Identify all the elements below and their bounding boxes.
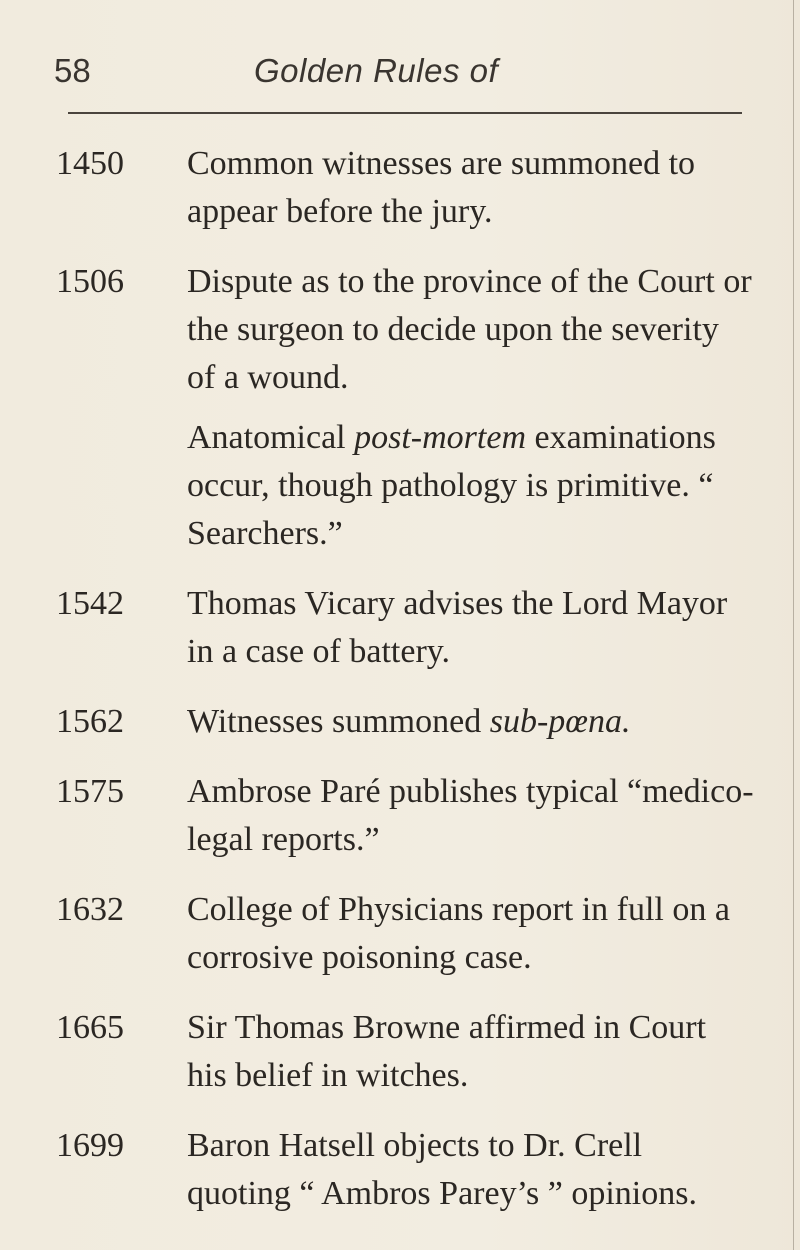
entry-text-italic: post-mortem bbox=[354, 419, 527, 456]
header-rule bbox=[68, 112, 742, 114]
entry-1665 bbox=[54, 1004, 754, 1100]
entry-text: Sir Thomas Browne affirmed in Court his belief in witches. bbox=[187, 1009, 707, 1094]
entry-text: Common witnesses are summoned to appear before the jury. bbox=[187, 145, 696, 230]
entry-text-start: Witnesses summoned bbox=[187, 703, 490, 740]
entry-1575 bbox=[54, 768, 754, 864]
entry-year: 1665 bbox=[56, 1009, 124, 1046]
entry-text: Dispute as to the province of the Court or the surgeon to decide upon the severity of a wound. bbox=[187, 263, 752, 396]
entry-text: College of Physicians report in full on a corrosive poisoning case. bbox=[187, 891, 730, 976]
entry-text: Thomas Vicary advises the Lord Mayor in a case of battery. bbox=[187, 585, 728, 670]
entry-1542 bbox=[54, 580, 754, 676]
entry-year: 1632 bbox=[56, 891, 124, 928]
entry-text bbox=[187, 698, 754, 746]
timeline-entries bbox=[54, 140, 754, 1240]
entry-year: 1699 bbox=[56, 1127, 124, 1164]
entry-text bbox=[187, 414, 754, 558]
page-header bbox=[54, 52, 744, 98]
entry-text-end: examinations occur, though pathology is primitive. “ Searchers.” bbox=[187, 419, 716, 552]
page-number: 58 bbox=[54, 52, 91, 89]
entry-year: 1575 bbox=[56, 773, 124, 810]
entry-1562 bbox=[54, 698, 754, 746]
entry-year: 1506 bbox=[56, 263, 124, 300]
entry-1699 bbox=[54, 1122, 754, 1218]
entry-1632 bbox=[54, 886, 754, 982]
entry-year: 1450 bbox=[56, 145, 124, 182]
entry-text: Ambrose Paré publishes typical “medico-legal reports.” bbox=[187, 773, 754, 858]
entry-1450 bbox=[54, 140, 754, 236]
entry-text-italic: sub-pœna. bbox=[489, 703, 631, 740]
entry-anatomical bbox=[54, 414, 754, 558]
entry-1506 bbox=[54, 258, 754, 402]
entry-text: Baron Hatsell objects to Dr. Crell quoting “ Ambros Parey’s ” opinions. bbox=[187, 1127, 697, 1212]
entry-text-start: Anatomical bbox=[187, 419, 355, 456]
running-title: Golden Rules of bbox=[254, 52, 499, 89]
entry-year: 1562 bbox=[56, 703, 124, 740]
entry-year: 1542 bbox=[56, 585, 124, 622]
page-edge bbox=[793, 0, 794, 1250]
